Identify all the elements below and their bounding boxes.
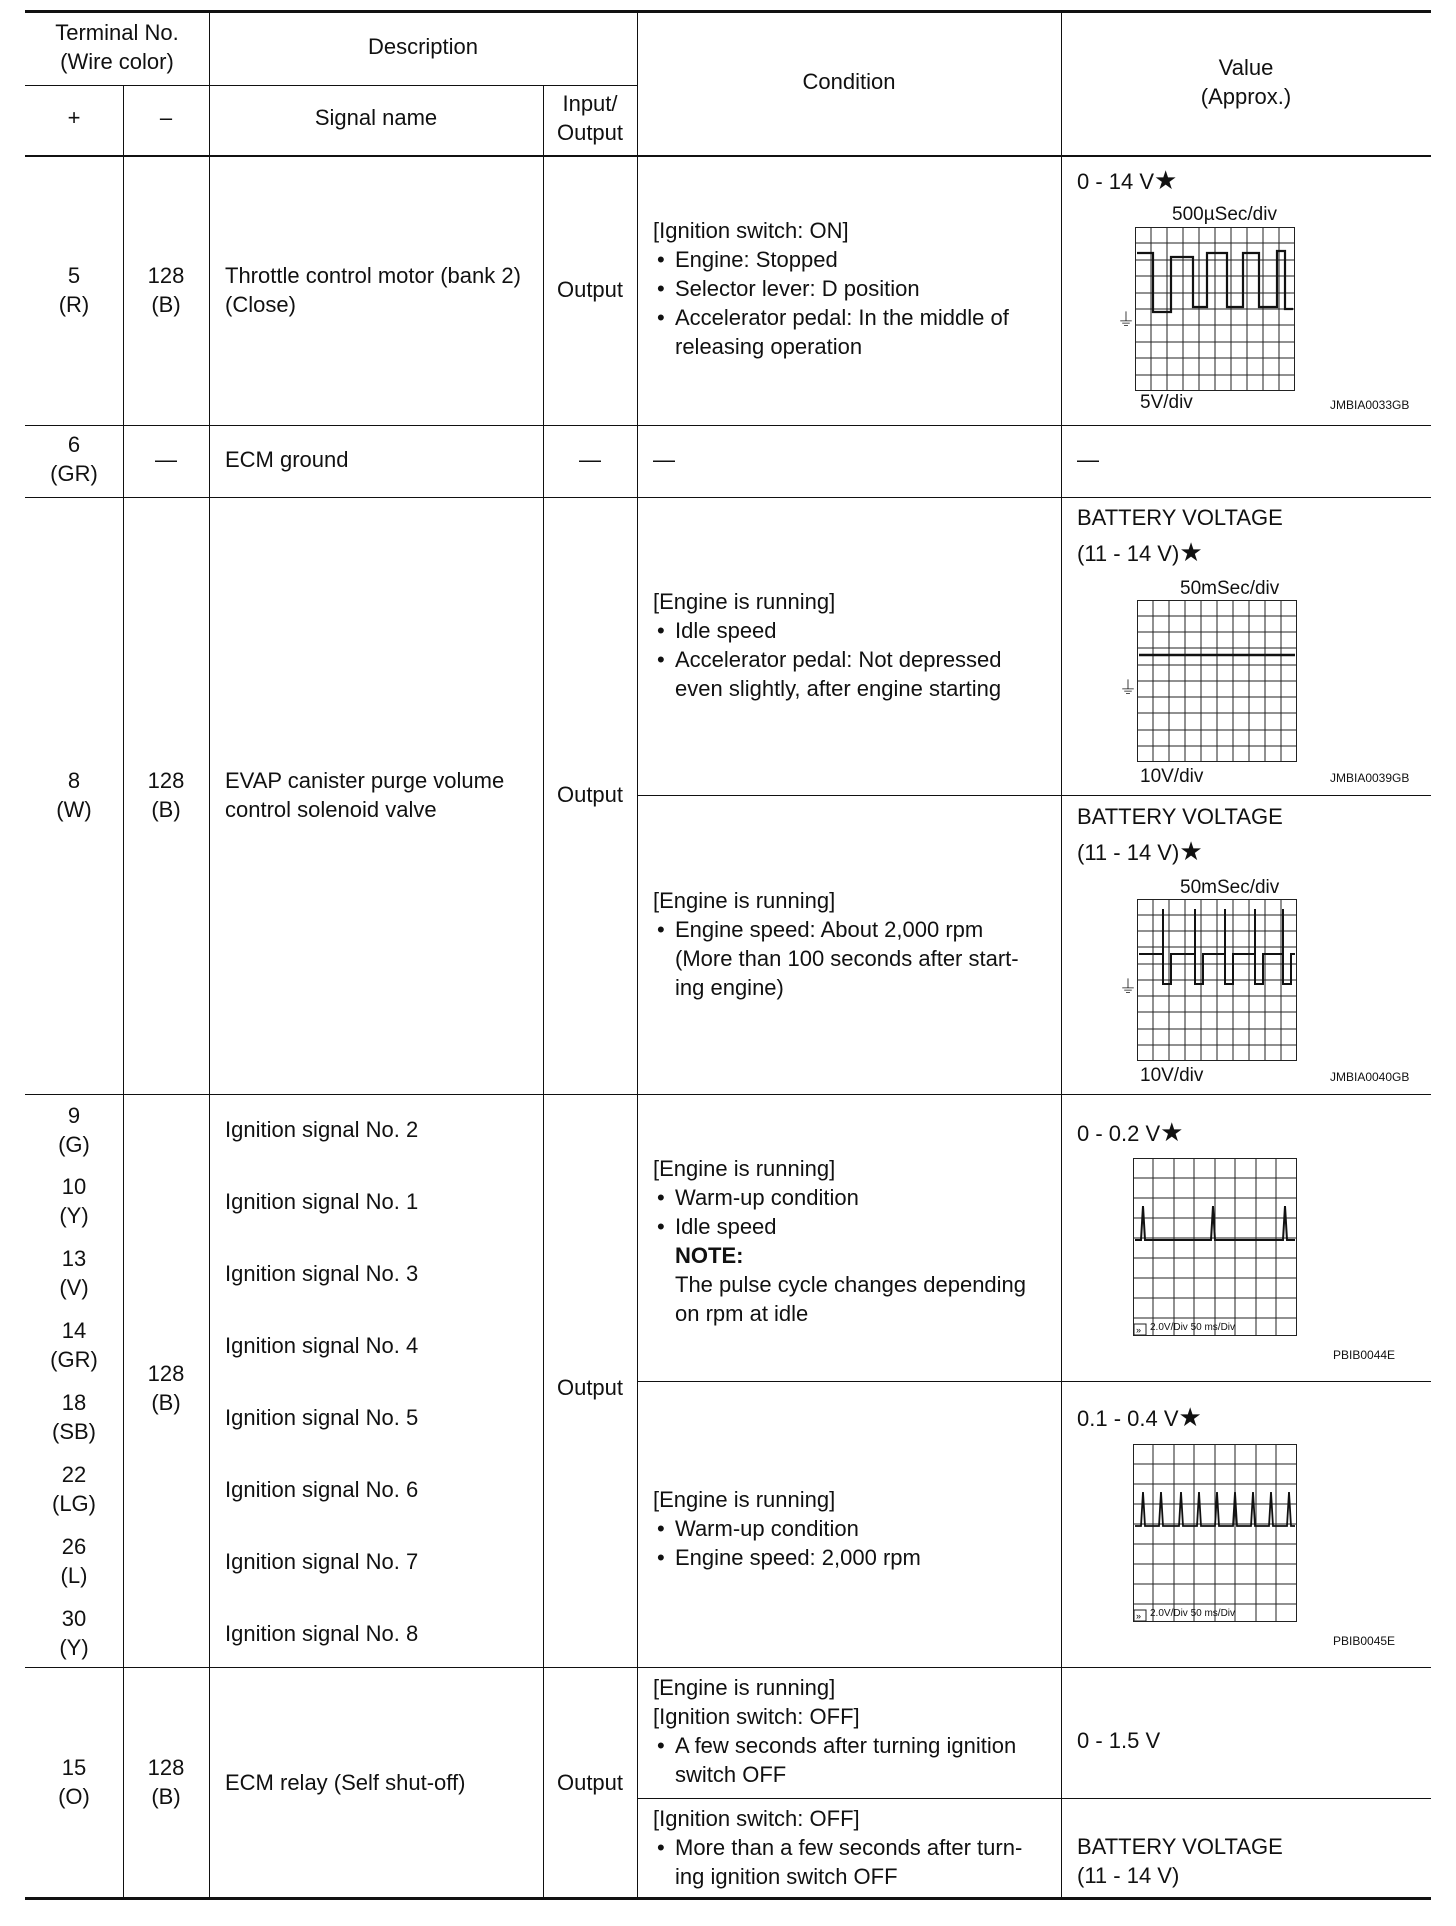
col-divider: [123, 85, 124, 1898]
value-text: 0 - 0.2 V★: [1077, 1117, 1184, 1147]
condition-text: [Engine is running] • Warm-up condition • Idle speed NOTE: The pulse cycle changes depending on rpm at idle: [653, 1154, 1053, 1328]
subrow-divider: [637, 1381, 1431, 1382]
value-text: 0 - 14 V★: [1077, 165, 1178, 195]
condition-text: [Engine is running] • Warm-up condition • Engine speed: 2,000 rpm: [653, 1485, 1053, 1572]
value-text: 0 - 1.5 V: [1077, 1728, 1161, 1753]
svg-text:»: »: [1136, 1325, 1142, 1335]
condition-text: [Ignition switch: ON] • Engine: Stopped • Selector lever: D position • Accelerator pedal: In the middle of releasing operation: [653, 216, 1053, 361]
condition-text: [Ignition switch: OFF] • More than a few seconds after turn- ing ignition switch OFF: [653, 1804, 1053, 1891]
header-value-approx: (Approx.): [1200, 84, 1292, 109]
oscilloscope-waveform: [1133, 1158, 1297, 1336]
signal-name: Ignition signal No. 3: [225, 1261, 419, 1286]
wire-color-minus: (B): [151, 1784, 181, 1809]
signal-name: Ignition signal No. 7: [225, 1549, 419, 1574]
header-value: Value: [1218, 55, 1274, 80]
wire-color-plus: (Y): [59, 1635, 89, 1660]
scope-scale-label: 2.0V/Div 50 ms/Div: [1150, 1322, 1236, 1333]
header-wire-color: (Wire color): [60, 49, 174, 74]
header-io-2: Output: [556, 120, 624, 145]
io-value: —: [579, 447, 601, 472]
terminal-plus: 30: [61, 1606, 87, 1631]
terminal-minus: 128: [147, 1361, 185, 1386]
row-divider: [25, 1094, 1431, 1095]
wire-color-plus: (Y): [59, 1203, 89, 1228]
condition-text: [Engine is running] • Engine speed: About 2,000 rpm (More than 100 seconds after start- ing engine): [653, 886, 1053, 1002]
terminal-plus: 8: [67, 768, 81, 793]
terminal-plus: 10: [61, 1174, 87, 1199]
value-text: BATTERY VOLTAGE: [1077, 804, 1283, 829]
wire-color-plus: (W): [56, 797, 92, 822]
header-plus: +: [67, 105, 81, 130]
terminal-plus: 14: [61, 1318, 87, 1343]
terminal-plus: 5: [67, 263, 81, 288]
signal-name: Ignition signal No. 5: [225, 1405, 419, 1430]
terminal-plus: 18: [61, 1390, 87, 1415]
io-value: Output: [556, 1375, 624, 1400]
figure-code: JMBIA0040GB: [1330, 1070, 1410, 1084]
row-divider: [25, 497, 1431, 498]
signal-name: Ignition signal No. 2: [225, 1117, 419, 1142]
figure-code: JMBIA0039GB: [1330, 771, 1410, 785]
table-top-rule: [25, 10, 1431, 13]
col-divider: [543, 85, 544, 1898]
signal-name: Ignition signal No. 1: [225, 1189, 419, 1214]
io-value: Output: [556, 782, 624, 807]
condition-text: —: [653, 447, 675, 472]
col-divider: [1061, 12, 1062, 1898]
oscilloscope-waveform: [1133, 1444, 1297, 1622]
scope-time-div: 50mSec/div: [1180, 877, 1280, 898]
terminal-plus: 22: [61, 1462, 87, 1487]
header-bottom-rule: [25, 155, 1431, 157]
signal-name: EVAP canister purge volume: [225, 768, 505, 793]
wire-color-minus: (B): [151, 292, 181, 317]
terminal-minus: 128: [147, 263, 185, 288]
ground-icon: ⏚: [1119, 678, 1137, 698]
wire-color-plus: (GR): [50, 461, 98, 486]
figure-code: PBIB0045E: [1333, 1634, 1396, 1648]
header-io: Input/: [562, 91, 618, 116]
value-text-2: (11 - 14 V)★: [1077, 537, 1203, 567]
wire-color-plus: (SB): [52, 1419, 96, 1444]
ground-icon: ⏚: [1119, 977, 1137, 997]
io-value: Output: [556, 1770, 624, 1795]
terminal-plus: 26: [61, 1534, 87, 1559]
row-divider: [25, 425, 1431, 426]
signal-name-2: (Close): [225, 292, 296, 317]
signal-name: Ignition signal No. 8: [225, 1621, 419, 1646]
terminal-plus: 6: [67, 432, 81, 457]
header-description: Description: [367, 34, 479, 59]
table-bottom-rule: [25, 1897, 1431, 1900]
header-divider: [25, 85, 637, 86]
header-condition: Condition: [802, 69, 896, 94]
value-text: BATTERY VOLTAGE: [1077, 1834, 1283, 1859]
wire-color-plus: (V): [59, 1275, 89, 1300]
scope-time-div: 50mSec/div: [1180, 578, 1280, 599]
value-text-2: (11 - 14 V)★: [1077, 836, 1203, 866]
scope-time-div: 500µSec/div: [1172, 204, 1277, 225]
subrow-divider: [637, 1798, 1431, 1799]
wire-color-plus: (R): [58, 292, 90, 317]
value-text: —: [1077, 447, 1099, 472]
scope-volt-div: 10V/div: [1140, 1065, 1204, 1086]
scope-volt-div: 10V/div: [1140, 766, 1204, 787]
figure-code: JMBIA0033GB: [1330, 398, 1410, 412]
terminal-plus: 9: [67, 1103, 81, 1128]
wire-color-plus: (LG): [52, 1491, 96, 1516]
oscilloscope-waveform: [1135, 227, 1295, 391]
header-minus: –: [159, 105, 173, 130]
subrow-divider: [637, 795, 1431, 796]
wire-color-minus: (B): [151, 1390, 181, 1415]
wire-color-plus: (G): [58, 1132, 90, 1157]
header-signal-name: Signal name: [314, 105, 438, 130]
value-text: BATTERY VOLTAGE: [1077, 505, 1283, 530]
terminal-minus: 128: [147, 1755, 185, 1780]
svg-text:»: »: [1136, 1611, 1142, 1621]
oscilloscope-waveform: [1137, 600, 1297, 762]
header-terminal: Terminal No.: [55, 20, 179, 45]
signal-name: Ignition signal No. 6: [225, 1477, 419, 1502]
signal-name: Ignition signal No. 4: [225, 1333, 419, 1358]
value-text: 0.1 - 0.4 V★: [1077, 1402, 1202, 1432]
terminal-minus: —: [155, 447, 177, 472]
terminal-minus: 128: [147, 768, 185, 793]
terminal-plus: 13: [61, 1246, 87, 1271]
wire-color-minus: (B): [151, 797, 181, 822]
col-divider: [209, 12, 210, 1898]
signal-name: Throttle control motor (bank 2): [225, 263, 521, 288]
wire-color-plus: (GR): [50, 1347, 98, 1372]
ground-icon: ⏚: [1117, 310, 1135, 330]
signal-name-2: control solenoid valve: [225, 797, 437, 822]
wire-color-plus: (O): [58, 1784, 90, 1809]
wire-color-plus: (L): [60, 1563, 88, 1588]
terminal-plus: 15: [61, 1755, 87, 1780]
figure-code: PBIB0044E: [1333, 1348, 1396, 1362]
scope-volt-div: 5V/div: [1140, 392, 1193, 413]
row-divider: [25, 1667, 1431, 1668]
oscilloscope-waveform: [1137, 899, 1297, 1061]
scope-scale-label: 2.0V/Div 50 ms/Div: [1150, 1608, 1236, 1619]
signal-name: ECM relay (Self shut-off): [225, 1770, 466, 1795]
value-text-2: (11 - 14 V): [1077, 1863, 1180, 1888]
io-value: Output: [556, 277, 624, 302]
condition-text: [Engine is running] [Ignition switch: OFF] • A few seconds after turning ignition switch OFF: [653, 1673, 1053, 1789]
col-divider: [637, 12, 638, 1898]
condition-text: [Engine is running] • Idle speed • Accelerator pedal: Not depressed even slightly, after engine starting: [653, 587, 1053, 703]
signal-name: ECM ground: [225, 447, 349, 472]
